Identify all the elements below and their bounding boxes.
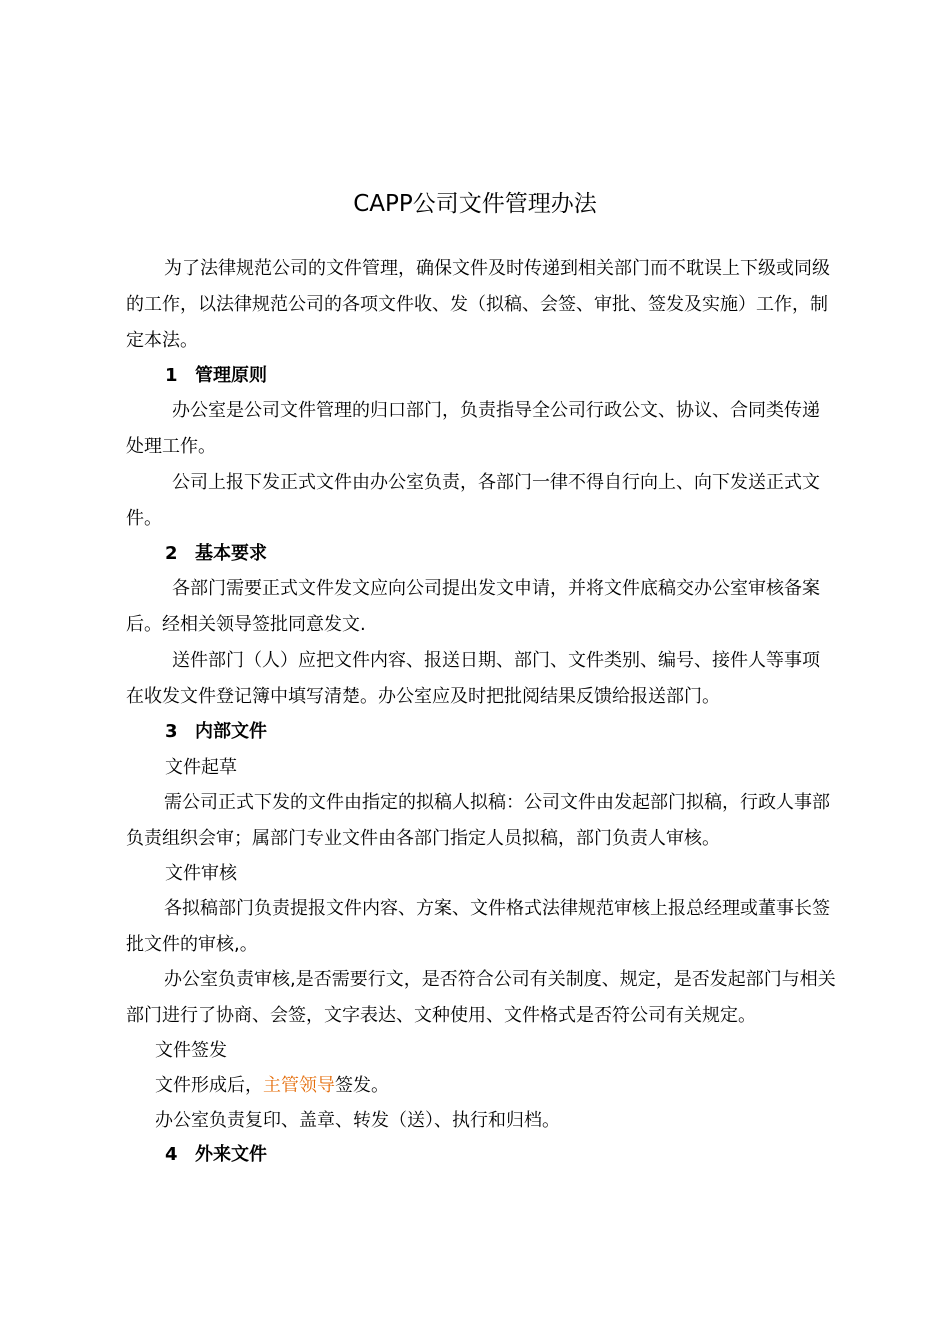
section-3-paragraph-5: 办公室负责复印、盖章、转发（送）、执行和归档。 [155, 1110, 560, 1131]
section-3-paragraph-2: 各拟稿部门负责提报文件内容、方案、文件格式法律规范审核上报总经理或董事长签批文件的审核,。 [126, 898, 830, 955]
section-1-paragraph-2: 公司上报下发正式文件由办公室负责，各部门一律不得自行向上、向下发送正式文件。 [126, 472, 820, 529]
section-4-heading [165, 1137, 267, 1173]
section-3-paragraph-3: 办公室负责审核,是否需要行文，是否符合公司有关制度、规定，是否发起部门与相关部门进行了协商、会签，文字表达、文种使用、文件格式是否符公司有关规定。 [126, 969, 836, 1026]
section-title: 基本要求 [195, 543, 267, 564]
section-number: 4 [165, 1144, 178, 1165]
section-1-paragraph-1: 办公室是公司文件管理的归口部门，负责指导全公司行政公文、协议、合同类传递处理工作。 [126, 400, 820, 457]
section-number: 3 [165, 721, 178, 742]
section-2-paragraph-1: 各部门需要正式文件发文应向公司提出发文申请，并将文件底稿交办公室审核备案后。经相关领导签批同意发文. [126, 578, 820, 635]
section-title: 外来文件 [195, 1144, 267, 1165]
section-title: 内部文件 [195, 721, 267, 742]
intro-paragraph: 为了法律规范公司的文件管理，确保文件及时传递到相关部门而不耽误上下级或同级的工作，以法律规范公司的各项文件收、发（拟稿、会签、审批、签发及实施）工作，制定本法。 [126, 258, 830, 351]
section-2-paragraph-2: 送件部门（人）应把文件内容、报送日期、部门、文件类别、编号、接件人等事项在收发文件登记簿中填写清楚。办公室应及时把批阅结果反馈给报送部门。 [126, 650, 820, 707]
highlighted-text: 主管领导 [263, 1075, 335, 1096]
section-3-paragraph-4 [155, 1068, 389, 1104]
document-title: CAPP公司文件管理办法 [353, 191, 597, 217]
subheading-review: 文件审核 [165, 863, 237, 884]
section-2-heading [165, 536, 267, 572]
subheading-drafting: 文件起草 [165, 757, 237, 778]
section-3-heading [165, 714, 267, 750]
section-title: 管理原则 [195, 365, 267, 386]
section-1-heading [165, 358, 267, 394]
section-number: 2 [165, 543, 178, 564]
text-segment: 签发。 [335, 1075, 389, 1096]
text-segment: 文件形成后， [155, 1075, 263, 1096]
section-3-paragraph-1: 需公司正式下发的文件由指定的拟稿人拟稿：公司文件由发起部门拟稿，行政人事部负责组织会审；属部门专业文件由各部门指定人员拟稿，部门负责人审核。 [126, 792, 830, 849]
section-number: 1 [165, 365, 178, 386]
subheading-signing: 文件签发 [155, 1040, 227, 1061]
